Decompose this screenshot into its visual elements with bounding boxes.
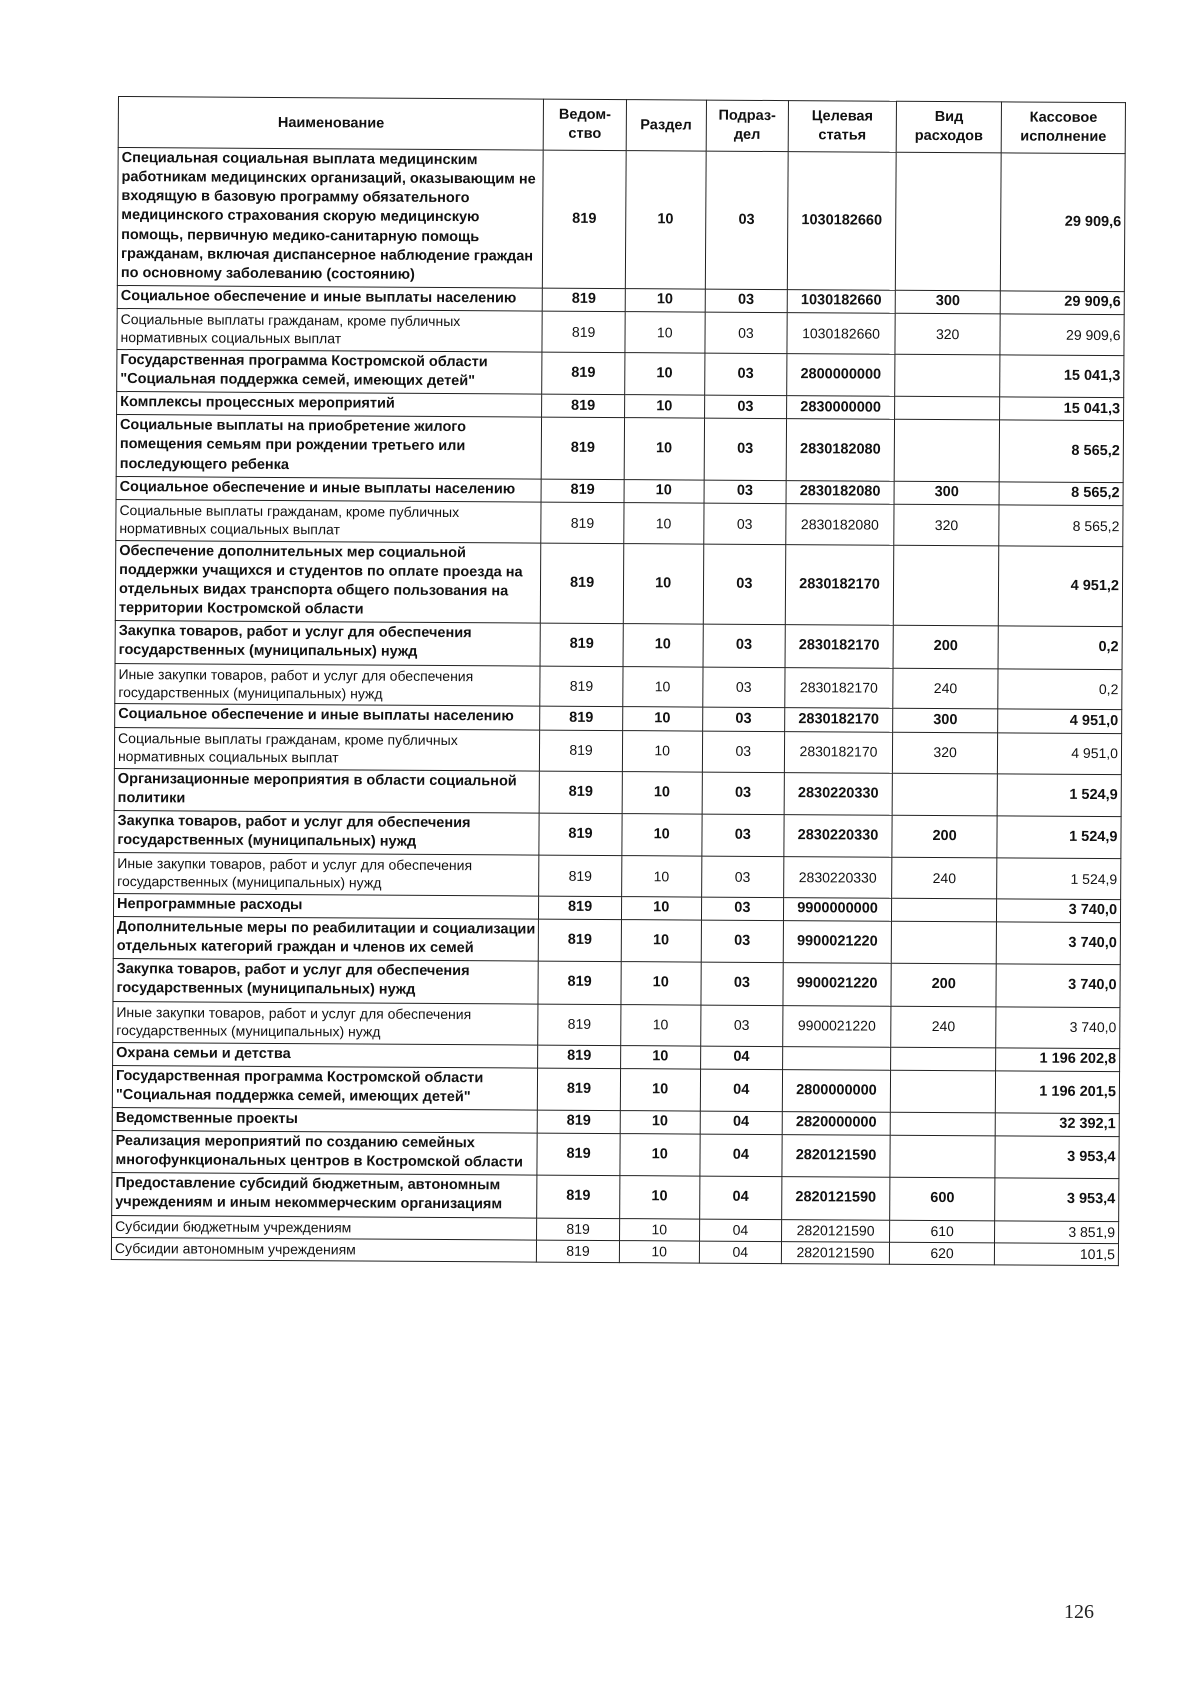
cell-section: 10 — [624, 479, 704, 503]
cell-subsection: 03 — [705, 312, 787, 353]
cell-name: Охрана семьи и детства — [113, 1042, 539, 1068]
table-row — [113, 1001, 1120, 1048]
cell-subsection: 03 — [704, 503, 786, 544]
cell-amount: 3 851,9 — [995, 1220, 1119, 1243]
cell-section: 10 — [624, 353, 704, 396]
cell-amount: 101,5 — [995, 1243, 1119, 1266]
cell-kind: 300 — [894, 481, 999, 505]
cell-target: 2820000000 — [782, 1111, 890, 1135]
cell-target: 2830182170 — [785, 667, 893, 709]
cell-amount: 8 565,2 — [999, 482, 1123, 506]
cell-subsection: 03 — [701, 962, 783, 1005]
cell-kind — [891, 1047, 996, 1071]
cell-kind: 320 — [894, 504, 999, 546]
cell-amount: 15 041,3 — [1000, 397, 1124, 421]
cell-name: Закупка товаров, работ и услуг для обеспечения государственных (муниципальных) нужд — [114, 810, 540, 855]
table-row — [114, 852, 1121, 899]
cell-amount: 8 565,2 — [999, 420, 1123, 482]
cell-kind — [895, 152, 1001, 291]
cell-dept: 819 — [541, 502, 623, 543]
table-row — [114, 768, 1121, 816]
table-row — [115, 621, 1122, 669]
cell-dept: 819 — [543, 288, 625, 312]
header-section: Раздел — [626, 100, 706, 151]
cell-kind — [891, 921, 996, 964]
cell-section: 10 — [621, 897, 701, 921]
cell-dept: 819 — [539, 896, 621, 920]
cell-name: Субсидии автономным учреждениям — [111, 1237, 537, 1262]
cell-name: Субсидии бюджетным учреждениям — [112, 1215, 538, 1240]
cell-name: Непрограммные расходы — [113, 893, 539, 919]
table-row — [111, 1237, 1118, 1266]
cell-dept: 819 — [537, 1240, 619, 1263]
cell-target: 2820121590 — [782, 1135, 890, 1178]
cell-name: Социальные выплаты гражданам, кроме публичных нормативных социальных выплат — [116, 499, 542, 543]
cell-amount: 3 740,0 — [996, 1006, 1120, 1048]
cell-subsection: 03 — [702, 772, 784, 815]
cell-kind — [894, 420, 999, 482]
budget-table — [111, 96, 1126, 1267]
cell-target: 2830182170 — [785, 708, 893, 732]
cell-name: Социальные выплаты гражданам, кроме публичных нормативных социальных выплат — [114, 727, 540, 771]
cell-target — [782, 1046, 890, 1070]
cell-subsection: 03 — [702, 708, 784, 732]
cell-name: Государственная программа Костромской области "Социальная поддержка семей, имеющих детей" — [117, 349, 543, 394]
table-row — [116, 415, 1123, 483]
cell-target: 2830182080 — [786, 419, 895, 481]
header-amount-label: Кассовое исполнение — [1020, 109, 1107, 146]
cell-amount: 1 196 201,5 — [995, 1071, 1119, 1114]
cell-dept: 819 — [540, 707, 622, 731]
cell-target: 2830182170 — [784, 731, 892, 773]
table-row — [116, 499, 1123, 546]
budget-table-container — [111, 96, 1126, 1267]
cell-section: 10 — [621, 920, 701, 963]
cell-amount: 0,2 — [998, 668, 1122, 710]
cell-target: 2830182170 — [785, 544, 894, 625]
cell-dept: 819 — [537, 1218, 619, 1241]
cell-subsection: 04 — [699, 1176, 781, 1219]
cell-subsection: 04 — [700, 1111, 782, 1135]
cell-target: 2830220330 — [784, 814, 892, 857]
cell-name: Иные закупки товаров, работ и услуг для обеспечения государственных (муниципальных) нужд — [113, 1001, 539, 1045]
cell-target: 2830220330 — [784, 772, 892, 815]
cell-dept: 819 — [538, 1110, 620, 1134]
header-dept-label: Ведом- ство — [558, 106, 611, 142]
cell-target: 2800000000 — [782, 1069, 890, 1112]
cell-dept: 819 — [539, 813, 621, 856]
cell-amount: 0,2 — [998, 626, 1122, 669]
cell-amount: 3 740,0 — [997, 899, 1121, 923]
cell-name: Предоставление субсидий бюджетным, автономным учреждениям и иным некоммерческим организациям — [112, 1173, 538, 1218]
cell-section: 10 — [623, 502, 703, 543]
header-name: Наименование — [118, 97, 544, 151]
header-target-label: Целевая статья — [811, 108, 874, 144]
cell-kind — [890, 1070, 995, 1113]
cell-subsection: 03 — [704, 480, 786, 504]
cell-name: Дополнительные меры по реабилитации и социализации отдельных категорий граждан и членов их семей — [113, 917, 539, 962]
cell-subsection: 03 — [700, 1005, 782, 1046]
cell-name: Обеспечение дополнительных мер социальной поддержки учащихся и студентов по оплате проезда на отдельных видах транспорта общего пользования на территории Костромской области — [115, 540, 541, 623]
cell-section: 10 — [620, 1110, 700, 1134]
cell-dept: 819 — [542, 394, 624, 418]
cell-section: 10 — [619, 1218, 699, 1241]
cell-target: 1030182660 — [787, 152, 896, 291]
cell-target: 2800000000 — [787, 354, 895, 397]
cell-section: 10 — [620, 1134, 700, 1177]
cell-amount: 1 524,9 — [997, 816, 1121, 859]
table-row — [112, 1173, 1119, 1221]
cell-name: Социальное обеспечение и иные выплаты населению — [116, 476, 542, 502]
cell-subsection: 04 — [700, 1134, 782, 1177]
cell-target: 9900021220 — [783, 1005, 891, 1047]
cell-target: 2830182080 — [786, 503, 894, 545]
cell-amount: 1 196 202,8 — [996, 1047, 1120, 1071]
cell-section: 10 — [622, 813, 702, 856]
cell-amount: 3 953,4 — [995, 1136, 1119, 1179]
cell-target: 2830000000 — [786, 396, 894, 420]
cell-kind — [893, 545, 999, 626]
table-row — [117, 349, 1124, 397]
cell-name: Социальные выплаты гражданам, кроме публичных нормативных социальных выплат — [117, 308, 543, 352]
cell-target: 1030182660 — [787, 313, 895, 355]
cell-target: 2830182080 — [786, 480, 894, 504]
cell-kind — [895, 396, 1000, 420]
cell-section: 10 — [620, 1004, 700, 1045]
cell-subsection: 03 — [701, 897, 783, 921]
cell-dept: 819 — [538, 1045, 620, 1069]
cell-dept: 819 — [539, 855, 621, 896]
cell-amount: 29 909,6 — [1000, 314, 1124, 356]
cell-kind — [895, 354, 1000, 397]
cell-amount: 8 565,2 — [999, 505, 1123, 547]
cell-subsection: 03 — [703, 544, 786, 625]
cell-kind — [892, 773, 997, 816]
cell-amount: 4 951,0 — [998, 732, 1122, 774]
cell-amount: 32 392,1 — [995, 1113, 1119, 1137]
cell-subsection: 03 — [704, 418, 787, 480]
cell-section: 10 — [619, 1241, 699, 1264]
cell-section: 10 — [623, 543, 704, 624]
cell-kind: 240 — [892, 857, 997, 899]
cell-target: 2820121590 — [781, 1219, 889, 1242]
cell-dept: 819 — [542, 352, 624, 395]
cell-dept: 819 — [537, 1133, 619, 1176]
header-kind-label: Вид расходов — [914, 109, 984, 145]
cell-name: Организационные мероприятия в области социальной политики — [114, 768, 540, 813]
cell-kind: 240 — [893, 668, 998, 710]
cell-name: Реализация мероприятий по созданию семейных многофункциональных центров в Костромской области — [112, 1130, 538, 1175]
cell-name: Социальное обеспечение и иные выплаты населению — [115, 704, 541, 730]
header-kind — [896, 101, 1001, 153]
cell-target: 2820121590 — [781, 1242, 889, 1265]
cell-section: 10 — [623, 624, 703, 667]
cell-subsection: 03 — [702, 731, 784, 772]
cell-subsection: 04 — [699, 1219, 781, 1242]
cell-kind — [890, 1135, 995, 1178]
cell-subsection: 03 — [703, 624, 785, 667]
cell-section: 10 — [625, 151, 706, 289]
cell-subsection: 03 — [704, 395, 786, 419]
cell-section: 10 — [622, 771, 702, 814]
table-row — [115, 663, 1122, 710]
cell-section: 10 — [625, 288, 705, 312]
cell-kind: 200 — [893, 625, 998, 668]
cell-dept: 819 — [542, 311, 624, 352]
table-row — [114, 727, 1121, 774]
header-subsection-label: Подраз- дел — [718, 107, 776, 143]
header-amount — [1001, 102, 1125, 154]
cell-target: 1030182660 — [787, 289, 895, 313]
cell-name: Иные закупки товаров, работ и услуг для обеспечения государственных (муниципальных) нужд — [114, 852, 540, 896]
cell-kind: 300 — [895, 290, 1000, 314]
cell-name: Иные закупки товаров, работ и услуг для обеспечения государственных (муниципальных) нужд — [115, 663, 541, 707]
cell-subsection: 03 — [703, 667, 785, 708]
cell-section: 10 — [622, 666, 702, 707]
cell-subsection: 03 — [701, 856, 783, 897]
cell-section: 10 — [621, 856, 701, 897]
cell-kind: 300 — [893, 709, 998, 733]
cell-target: 9900021220 — [783, 921, 891, 964]
header-target — [788, 101, 896, 153]
cell-name: Комплексы процессных мероприятий — [117, 392, 543, 418]
cell-subsection: 03 — [705, 151, 788, 289]
cell-subsection: 03 — [704, 353, 786, 396]
cell-section: 10 — [625, 312, 705, 353]
table-row — [112, 1065, 1119, 1113]
table-row — [117, 148, 1125, 292]
cell-name: Ведомственные проекты — [112, 1107, 538, 1133]
cell-amount: 4 951,2 — [998, 546, 1122, 627]
table-row — [113, 959, 1120, 1007]
header-dept — [544, 99, 626, 151]
header-row — [118, 97, 1125, 154]
cell-dept: 819 — [540, 666, 622, 707]
cell-name: Социальное обеспечение и иные выплаты населению — [117, 285, 543, 311]
table-row — [115, 540, 1122, 627]
table-row — [112, 1130, 1119, 1178]
cell-amount: 3 740,0 — [996, 922, 1120, 965]
cell-dept: 819 — [542, 417, 625, 479]
cell-target: 2830220330 — [784, 857, 892, 899]
cell-kind: 620 — [889, 1242, 994, 1265]
cell-name: Специальная социальная выплата медицинским работникам медицинских организаций, оказывающим не входящую в базовую программу обязательного медицинского страхования скорую медицинскую помощь, первичную медико-санитарную помощь гражданам, включая диспансерное наблюдение граждан по основному заболеванию (состоянию) — [117, 148, 543, 288]
header-subsection — [706, 100, 788, 152]
cell-amount: 1 524,9 — [997, 858, 1121, 900]
cell-kind: 610 — [890, 1220, 995, 1243]
cell-kind: 320 — [895, 313, 1000, 355]
cell-dept: 819 — [538, 1068, 620, 1111]
cell-amount: 3 953,4 — [995, 1178, 1119, 1221]
cell-dept: 819 — [541, 479, 623, 503]
cell-name: Закупка товаров, работ и услуг для обеспечения государственных (муниципальных) нужд — [113, 959, 539, 1004]
cell-section: 10 — [622, 707, 702, 731]
cell-kind: 600 — [890, 1177, 995, 1220]
table-row — [114, 810, 1121, 858]
cell-amount: 1 524,9 — [997, 773, 1121, 816]
cell-section: 10 — [624, 418, 704, 480]
cell-amount: 4 951,0 — [998, 709, 1122, 733]
cell-name: Социальные выплаты на приобретение жилого помещения семьям при рождении третьего или последующего ребенка — [116, 415, 542, 479]
cell-dept: 819 — [540, 623, 622, 666]
cell-amount: 29 909,6 — [1000, 291, 1124, 315]
cell-dept: 819 — [540, 771, 622, 814]
page-number: 126 — [1064, 1601, 1094, 1623]
cell-dept: 819 — [541, 543, 624, 624]
cell-section: 10 — [619, 1176, 699, 1219]
cell-dept: 819 — [537, 1175, 619, 1218]
cell-target: 9900021220 — [783, 963, 891, 1006]
cell-subsection: 04 — [700, 1069, 782, 1112]
cell-dept: 819 — [538, 1004, 620, 1045]
cell-target: 9900000000 — [783, 898, 891, 922]
cell-section: 10 — [620, 1045, 700, 1069]
table-row — [117, 308, 1124, 355]
cell-subsection: 03 — [705, 289, 787, 313]
table-body — [111, 148, 1125, 1267]
cell-target: 2830182170 — [785, 625, 893, 668]
cell-subsection: 03 — [701, 920, 783, 963]
cell-amount: 3 740,0 — [996, 964, 1120, 1007]
cell-subsection: 04 — [699, 1241, 781, 1264]
cell-kind: 200 — [892, 815, 997, 858]
cell-section: 10 — [620, 1068, 700, 1111]
cell-section: 10 — [621, 962, 701, 1005]
cell-kind — [890, 1112, 995, 1136]
cell-section: 10 — [624, 395, 704, 419]
cell-dept: 819 — [538, 961, 620, 1004]
cell-subsection: 04 — [700, 1046, 782, 1070]
table-row — [113, 917, 1120, 965]
cell-kind: 320 — [892, 732, 997, 774]
table-header — [118, 97, 1125, 154]
cell-amount: 29 909,6 — [1000, 153, 1125, 292]
cell-kind — [892, 898, 997, 922]
cell-section: 10 — [622, 730, 702, 771]
cell-subsection: 03 — [702, 814, 784, 857]
cell-name: Государственная программа Костромской области "Социальная поддержка семей, имеющих детей" — [112, 1065, 538, 1110]
cell-dept: 819 — [540, 730, 622, 771]
cell-name: Закупка товаров, работ и услуг для обеспечения государственных (муниципальных) нужд — [115, 621, 541, 666]
cell-kind: 200 — [891, 964, 996, 1007]
cell-dept: 819 — [539, 919, 621, 962]
cell-dept: 819 — [543, 150, 626, 288]
cell-kind: 240 — [891, 1006, 996, 1048]
cell-target: 2820121590 — [782, 1177, 890, 1220]
cell-amount: 15 041,3 — [1000, 355, 1124, 398]
